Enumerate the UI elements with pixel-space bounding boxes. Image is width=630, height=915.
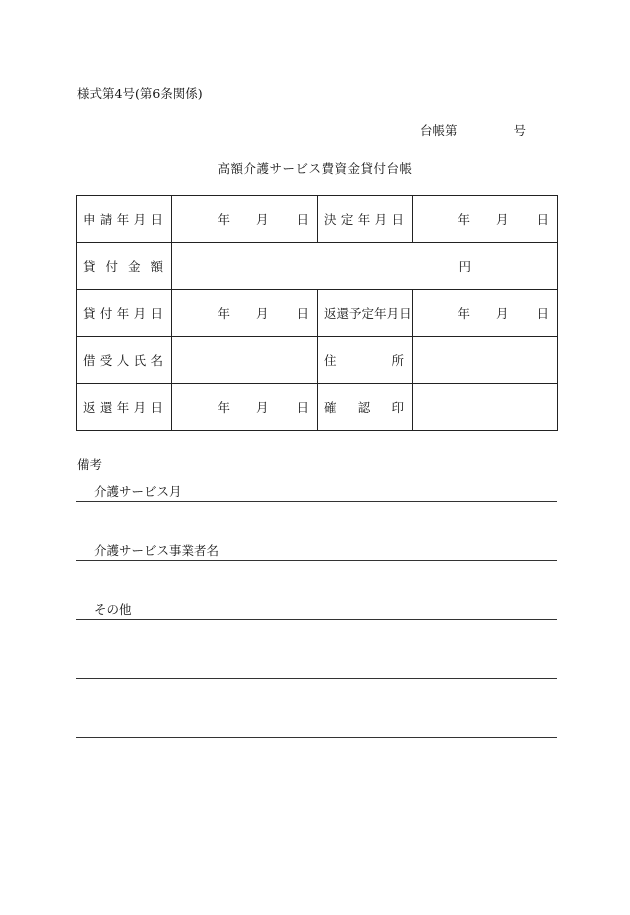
ledger-number (420, 121, 526, 139)
label-char: 月 (133, 400, 147, 415)
document-title: 高額介護サービス費資金貸付台帳 (217, 161, 413, 176)
label-char: 認 (357, 400, 371, 415)
label-char: 還 (336, 306, 350, 321)
date-year-label: 年 (217, 400, 230, 415)
label-char: 名 (150, 353, 163, 368)
label-char: 所 (391, 353, 404, 368)
label-char: 年 (357, 212, 371, 227)
date-year-label: 年 (217, 212, 230, 227)
label-char: 確 (324, 400, 337, 415)
label-char: 付 (99, 306, 113, 321)
label-char: 予 (349, 306, 362, 321)
scheduled-repayment-label (318, 290, 413, 337)
repayment-date-label (77, 384, 172, 431)
label-char: 氏 (133, 353, 147, 368)
date-year-label: 年 (457, 306, 470, 321)
label-char: 日 (391, 212, 404, 227)
confirmation-seal-field[interactable] (413, 384, 558, 431)
other-field-line-3[interactable] (76, 737, 557, 738)
label-char: 月 (133, 306, 147, 321)
application-date-field[interactable] (172, 196, 318, 243)
date-month-label: 月 (255, 212, 269, 227)
loan-amount-label (77, 243, 172, 290)
label-char: 決 (324, 212, 337, 227)
label-char: 還 (99, 400, 113, 415)
date-day-label: 日 (296, 212, 309, 227)
label-char: 請 (99, 212, 113, 227)
date-month-label: 月 (495, 212, 509, 227)
borrower-name-field[interactable] (172, 337, 318, 384)
date-year-label: 年 (217, 306, 230, 321)
label-char: 金 (127, 259, 141, 274)
label-char: 月 (133, 212, 147, 227)
confirmation-seal-label (318, 384, 413, 431)
address-label (318, 337, 413, 384)
ledger-suffix: 号 (513, 123, 527, 138)
label-char: 印 (391, 400, 404, 415)
date-day-label: 日 (536, 212, 549, 227)
label-char: 日 (150, 306, 163, 321)
ledger-prefix: 台帳第 (420, 123, 458, 138)
label-char: 日 (399, 306, 412, 321)
table-row (77, 290, 558, 337)
date-month-label: 月 (255, 400, 269, 415)
loan-date-field[interactable] (172, 290, 318, 337)
label-char: 借 (83, 353, 96, 368)
label-char: 定 (340, 212, 354, 227)
date-month-label: 月 (255, 306, 269, 321)
table-row (77, 337, 558, 384)
label-char: 年 (116, 400, 130, 415)
service-month-field-line[interactable] (76, 501, 557, 502)
label-char: 人 (116, 353, 130, 368)
loan-date-label (77, 290, 172, 337)
other-label: その他 (94, 602, 132, 617)
loan-ledger-table (76, 195, 558, 431)
label-char: 貸 (83, 259, 96, 274)
label-char: 定 (361, 306, 375, 321)
other-field-line-2[interactable] (76, 678, 557, 679)
date-day-label: 日 (296, 306, 309, 321)
label-char: 住 (324, 353, 337, 368)
table-row (77, 243, 558, 290)
currency-unit: 円 (458, 259, 471, 274)
date-year-label: 年 (457, 212, 470, 227)
repayment-date-field[interactable] (172, 384, 318, 431)
date-month-label: 月 (495, 306, 509, 321)
label-char: 受 (99, 353, 113, 368)
label-char: 日 (150, 400, 163, 415)
borrower-name-label (77, 337, 172, 384)
date-day-label: 日 (296, 400, 309, 415)
application-date-label (77, 196, 172, 243)
label-char: 日 (150, 212, 163, 227)
label-char: 年 (116, 212, 130, 227)
service-month-label: 介護サービス月 (94, 484, 182, 499)
scheduled-repayment-field[interactable] (413, 290, 558, 337)
label-char: 付 (105, 259, 118, 274)
label-char: 額 (150, 259, 163, 274)
form-number: 様式第4号(第6条関係) (77, 86, 203, 101)
label-char: 返 (324, 306, 337, 321)
decision-date-field[interactable] (413, 196, 558, 243)
label-char: 返 (83, 400, 96, 415)
label-char: 年 (374, 306, 387, 321)
other-field-line-1[interactable] (76, 619, 557, 620)
provider-name-field-line[interactable] (76, 560, 557, 561)
decision-date-label (318, 196, 413, 243)
address-field[interactable] (413, 337, 558, 384)
label-char: 月 (386, 306, 400, 321)
label-char: 貸 (83, 306, 96, 321)
loan-amount-field[interactable] (172, 243, 558, 290)
label-char: 申 (83, 212, 96, 227)
provider-name-label: 介護サービス事業者名 (94, 543, 220, 558)
label-char: 月 (374, 212, 388, 227)
table-row (77, 384, 558, 431)
table-row (77, 196, 558, 243)
label-char: 年 (116, 306, 130, 321)
date-day-label: 日 (536, 306, 549, 321)
remarks-title: 備考 (77, 457, 103, 472)
